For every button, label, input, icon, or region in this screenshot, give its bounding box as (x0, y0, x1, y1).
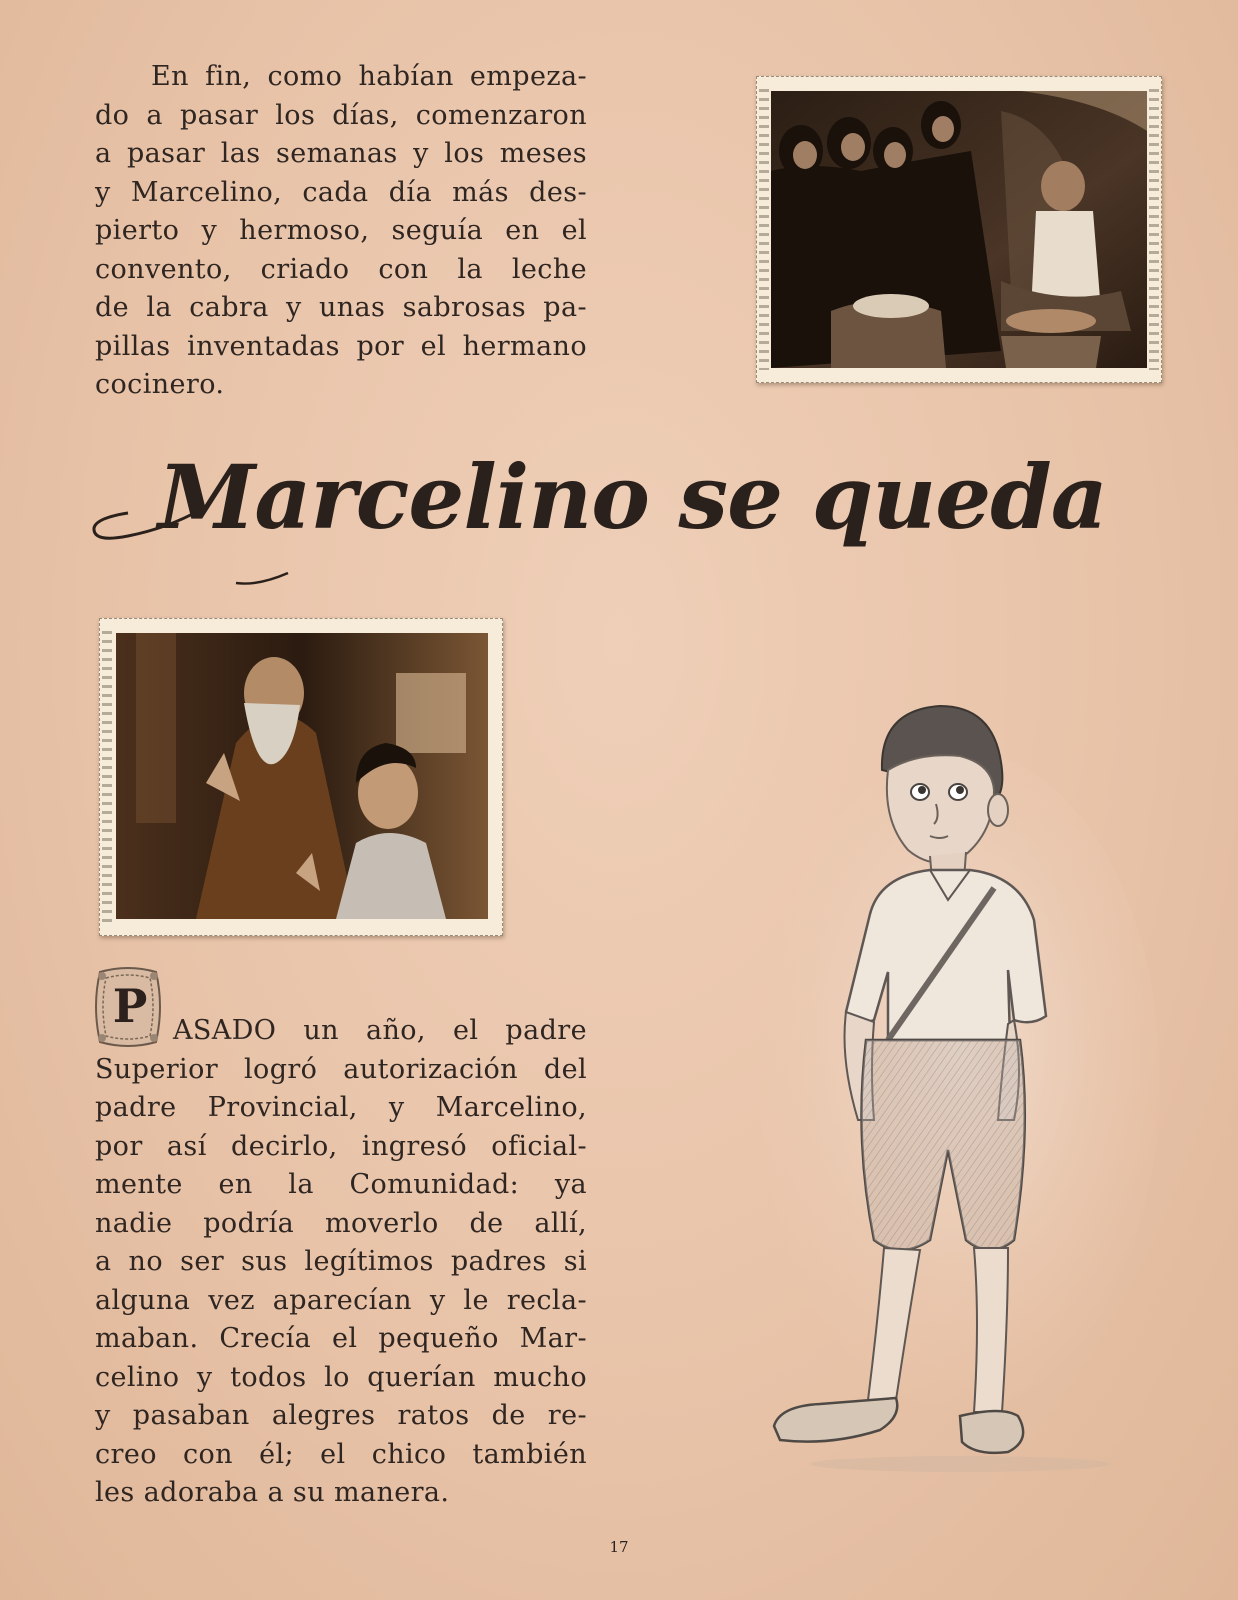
film-still-monks-photo (756, 76, 1162, 383)
text-line: y Marcelino, cada día más des- (95, 176, 587, 208)
text-line: celino y todos lo querían mucho (95, 1361, 587, 1393)
film-still-prayer-image (116, 633, 488, 919)
text-line: por así decirlo, ingresó oficial- (95, 1130, 587, 1162)
text-line: pillas inventadas por el hermano (95, 330, 587, 362)
title-text: Marcelino se queda (158, 445, 1107, 549)
page-number: 17 (609, 1538, 629, 1556)
text-line: convento, criado con la leche (95, 253, 587, 285)
text-line: cocinero. (95, 369, 225, 400)
text-line: ASADO un año, el padre (173, 1015, 587, 1046)
paragraph-intro (95, 58, 587, 405)
text-line: Superior logró autorización del (95, 1053, 587, 1085)
paragraph-main (95, 1012, 587, 1513)
text-line: mente en la Comunidad: ya (95, 1169, 587, 1200)
perforation-edge (1149, 89, 1159, 370)
text-line: nadie podría moverlo de allí, (95, 1207, 587, 1239)
text-line: a no ser sus legítimos padres si (95, 1246, 587, 1277)
film-still-prayer-photo (99, 618, 503, 936)
film-still-monks-image (771, 91, 1147, 368)
text-line: de la cabra y unas sabrosas pa- (95, 292, 587, 323)
text-line: maban. Crecía el pequeño Mar- (95, 1323, 587, 1354)
text-line: creo con él; el chico también (95, 1438, 587, 1470)
perforation-edge (102, 631, 112, 923)
text-line: y pasaban alegres ratos de re- (95, 1400, 587, 1431)
text-line: alguna vez aparecían y le recla- (95, 1284, 587, 1316)
text-line: a pasar las semanas y los meses (95, 138, 587, 169)
text-line: pierto y hermoso, seguía en el (95, 215, 587, 246)
text-line: les adoraba a su manera. (95, 1477, 450, 1508)
text-line: En fin, como habían empeza- (151, 61, 587, 92)
text-line: do a pasar los días, comenzaron (95, 99, 587, 131)
drop-cap-letter: P (112, 979, 148, 1033)
perforation-edge (759, 89, 769, 370)
text-line: padre Provincial, y Marcelino, (95, 1092, 587, 1123)
boy-pencil-drawing (770, 700, 1130, 1490)
chapter-title (88, 428, 1107, 588)
